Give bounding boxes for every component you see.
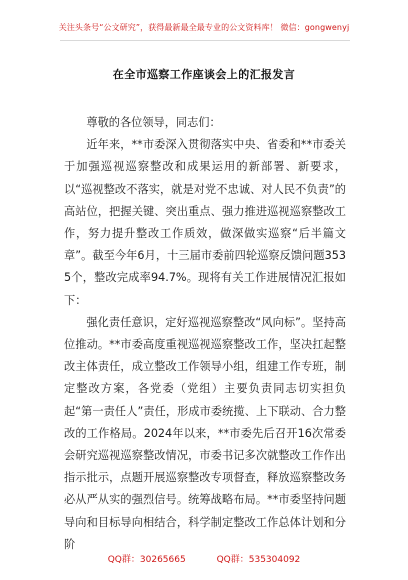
footer bbox=[0, 552, 408, 565]
paragraph-2: 强化责任意识，定好巡视巡察整改“风向标”。坚持高位推动。**市委高度重视巡视巡察整改工作，坚决扛起整改主体责任，成立整改工作领导小组，组建工作专班，制定整改方案，各党委（党组）主要负责同志切实担负起“第一责任人”责任，形成市委统揽、上下联动、合力整改的工作格局。2024年以来，**市委先后召开16次常委会研究巡视巡察整改情况，市委书记多次就整改工作作出指示批示，点题开展巡察整改专项督查，释放巡察整改务必从严从实的强烈信号。统筹战略布局。**市委坚持问题导向和目标导向相结合，科学制定整改工作总体计划和分阶 bbox=[64, 315, 346, 551]
paragraph-1: 近年来，**市委深入贯彻落实中央、省委和**市委关于加强巡视巡察整改和成果运用的新部署、新要求，以“巡视整改不落实，就是对党不忠诚、对人民不负责”的高站位，把握关键、突出重点、强力推进巡视巡察整改工作，努力提升整改工作质效，做深做实巡察“后半篇文章”。截至今年6月，十三届市委前四轮巡察反馈问题3535个，整改完成率94.7%。现将有关工作进展情况汇报如下： bbox=[64, 138, 346, 307]
document-title: 在全市巡察工作座谈会上的汇报发言 bbox=[112, 68, 296, 81]
header-divider bbox=[60, 40, 350, 41]
document-body bbox=[64, 112, 346, 556]
footer-qq-group-1: QQ群：30265665 bbox=[107, 555, 186, 565]
salutation: 尊敬的各位领导，同志们： bbox=[86, 116, 221, 129]
footer-qq-group-2: QQ群：535304092 bbox=[216, 555, 301, 565]
header-banner: 关注头条号“公文研究”，获得最新最全最专业的公文资料库！ 微信：gongwenyj bbox=[58, 23, 350, 32]
